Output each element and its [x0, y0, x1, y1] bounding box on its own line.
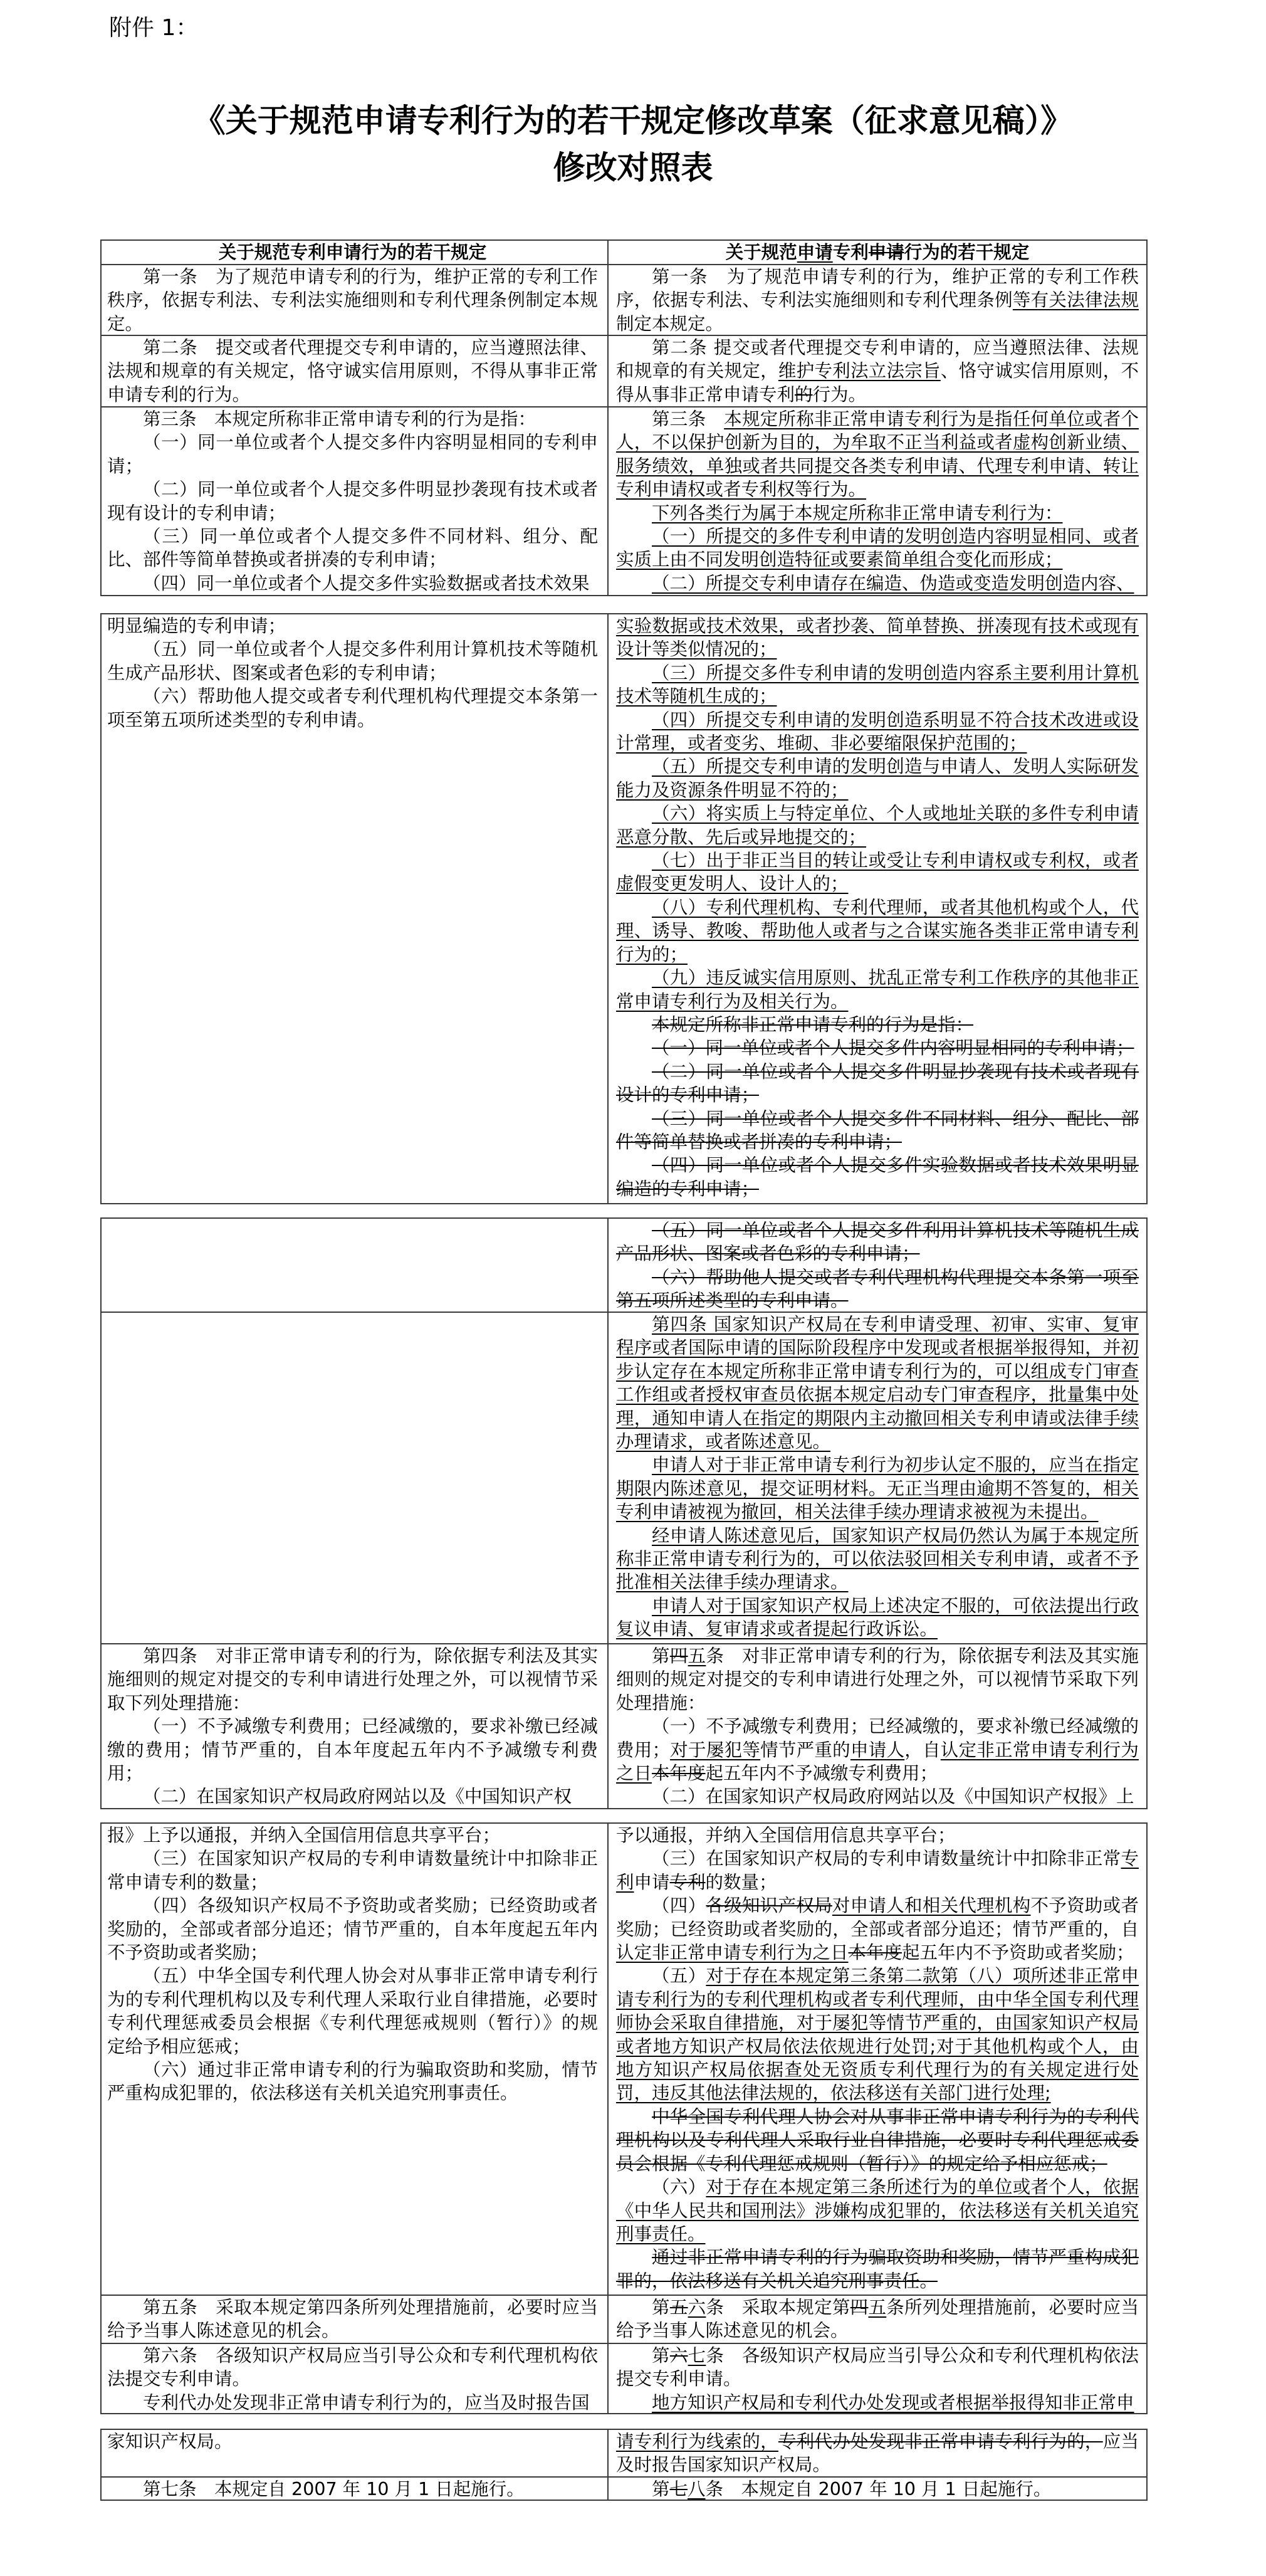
paragraph: [107, 525, 598, 572]
text-run: 条 各级知识产权局应当引导公众和专利代理机构依法提交专利申请。: [616, 2345, 1139, 2390]
paragraph: [107, 478, 598, 525]
original-text-cell: [102, 2430, 607, 2476]
text-run: （五）所提交专利申请的发明创造与申请人、发明人实际研发能力及资源条件明显不符的；: [616, 756, 1139, 801]
paragraph: [616, 614, 1139, 661]
paragraph: [616, 1824, 1139, 1847]
text-run: 专利: [669, 1871, 706, 1893]
text-run: （五）中华全国专利代理人协会对从事非正常申请专利行为的专利代理机构以及专利代理人采取行业自律措施，必要时专利代理惩戒委员会根据《专利代理惩戒规则（暂行）》的规定给予相应惩戒；: [107, 1965, 598, 2057]
text-run: （九）违反诚实信用原则、扰乱正常专利工作秩序的其他非正常申请专利行为及相关行为。: [616, 967, 1139, 1012]
text-run: 对于存在本规定第三条所述行为的单位或者个人，依据《中华人民共和国刑法》涉嫌构成犯罪的，依法移送有关机关追究刑事责任。: [616, 2177, 1139, 2244]
paragraph: [107, 1824, 598, 1847]
text-run: 条 本规定自 2007 年 10 月 1 日起施行。: [705, 2479, 1052, 2500]
original-text-cell: [102, 1644, 607, 1809]
text-run: 第二条 提交或者代理提交专利申请的，应当遵照法律、法规和规章的有关规定，: [616, 337, 1139, 382]
text-run: （一）不予减缴专利费用；已经减缴的，要求补缴已经减缴的费用；情节严重的，自本年度起五年内不予减缴专利费用；: [107, 1716, 598, 1784]
paragraph: [616, 1154, 1139, 1201]
text-run: 家知识产权局。: [107, 2431, 233, 2452]
paragraph: [616, 265, 1139, 335]
paragraph: [107, 2058, 598, 2105]
table-row: [102, 241, 1146, 264]
paragraph: [616, 241, 1139, 264]
paragraph: [616, 2391, 1139, 2414]
table-row: [102, 2295, 1146, 2343]
text-run: （一）同一单位或者个人提交多件内容明显相同的专利申请；: [652, 1038, 1134, 1059]
paragraph: [616, 2246, 1139, 2293]
text-run: 条 对非正常申请专利的行为，除依据专利法及其实施细则的规定对提交的专利申请进行处理之外，可以视情节采取下列处理措施：: [616, 1646, 1139, 1713]
paragraph: [616, 661, 1139, 708]
table-row: [102, 1312, 1146, 1643]
text-run: 本年度: [652, 1763, 706, 1784]
text-run: 本规定所称非正常申请专利行为是指任何单位或者个人，不以保护创新为目的，为牟取不正当利益或者虚构创新业绩、服务绩效，单独或者共同提交各类专利申请、代理专利申请、转让专利申请权或者专利权等行为。: [616, 409, 1139, 500]
paragraph: [107, 431, 598, 478]
text-run: （二）同一单位或者个人提交多件明显抄袭现有技术或者现有设计的专利申请；: [616, 1061, 1139, 1106]
text-run: 六: [688, 2297, 706, 2318]
table-row: [102, 1824, 1146, 2295]
text-run: 五: [688, 1646, 706, 1666]
paragraph: [107, 1715, 598, 1785]
text-run: （四）: [652, 1895, 706, 1916]
paragraph: [616, 336, 1139, 406]
text-run: 、恪守诚实信用原则，不得从事非正常申请专利: [616, 360, 1139, 405]
text-run: （六）将实质上与特定单位、个人或地址关联的多件专利申请恶意分散、先后或异地提交的；: [616, 803, 1139, 848]
text-run: 通过非正常申请专利的行为骗取资助和奖励，情节严重构成犯罪的，依法移送有关机关追究刑事责任。: [616, 2247, 1139, 2291]
text-run: 地方知识产权局和专利代办处发现或者根据举报得知非正常申: [652, 2392, 1134, 2413]
text-run: （五）同一单位或者个人提交多件利用计算机技术等随机生成产品形状、图案或者色彩的专利申请；: [107, 639, 598, 683]
text-run: 下列各类行为属于本规定所称非正常申请专利行为：: [652, 502, 1063, 523]
text-run: （一）同一单位或者个人提交多件内容明显相同的专利申请；: [107, 432, 598, 476]
text-run: （四）同一单位或者个人提交多件实验数据或者技术效果明显编造的专利申请；: [616, 1155, 1139, 1199]
paragraph: [107, 2391, 598, 2414]
text-run: 专利: [616, 1848, 1139, 1893]
text-run: 第: [652, 2345, 670, 2366]
paragraph: [107, 2478, 598, 2501]
text-run: 行为的若干规定: [904, 242, 1030, 263]
document-title: [0, 98, 1266, 192]
text-run: 维护专利法立法宗旨: [778, 360, 941, 382]
text-run: 予以通报，并纳入全国信用信息共享平台；: [616, 1825, 956, 1846]
original-text-cell: [102, 1313, 607, 1643]
text-run: （六）帮助他人提交或者专利代理机构代理提交本条第一项至第五项所述类型的专利申请。: [616, 1266, 1139, 1312]
paragraph: [616, 2430, 1139, 2477]
paragraph: [107, 265, 598, 335]
paragraph: [616, 572, 1139, 595]
original-text-cell: [102, 614, 607, 1203]
text-run: （三）同一单位或者个人提交多件不同材料、组分、配比、部件等简单替换或者拼凑的专利申请；: [107, 526, 598, 570]
paragraph: [107, 614, 598, 638]
paragraph: [107, 1785, 598, 1808]
paragraph: [616, 1594, 1139, 1641]
paragraph: [616, 2478, 1139, 2501]
text-run: 起五年内不予资助或者奖励；: [902, 1942, 1134, 1964]
text-run: 申请: [797, 242, 833, 263]
text-run: 本年度: [848, 1942, 902, 1964]
revised-text-cell: [607, 1219, 1146, 1312]
paragraph: [107, 336, 598, 406]
table-row: [102, 406, 1146, 595]
revised-text-cell: [607, 2296, 1146, 2343]
text-run: 七: [669, 2479, 688, 2500]
paragraph: [616, 849, 1139, 896]
table-page-segment: [100, 1217, 1148, 1809]
text-run: 认定非正常申请专利行为之日: [616, 1739, 1139, 1784]
original-text-cell: [102, 1824, 607, 2295]
table-page-segment: [100, 613, 1148, 1204]
text-run: （六）帮助他人提交或者专利代理机构代理提交本条第一项至第五项所述类型的专利申请。: [107, 686, 598, 730]
text-run: （一）不予减缴专利费用；已经减缴的，要求补缴已经减缴的费用；: [616, 1716, 1139, 1760]
paragraph: [616, 802, 1139, 849]
text-run: 申请: [868, 242, 904, 263]
text-run: 第七条 本规定自 2007 年 10 月 1 日起施行。: [143, 2479, 525, 2500]
text-run: 第二条 提交或者代理提交专利申请的，应当遵照法律、法规和规章的有关规定，恪守诚实信用原则，不得从事非正常申请专利的行为。: [107, 337, 598, 405]
table-row: [102, 2430, 1146, 2476]
original-text-cell: [102, 2296, 607, 2343]
text-run: 各级知识产权局: [706, 1895, 832, 1916]
title-line-2: 修改对照表: [553, 150, 713, 187]
revised-text-cell: [607, 1313, 1146, 1643]
text-run: 申请人: [850, 1739, 905, 1760]
paragraph: [616, 525, 1139, 572]
paragraph: [616, 2344, 1139, 2391]
text-run: 起五年内不予减缴专利费用；: [705, 1763, 938, 1784]
paragraph: [616, 1219, 1139, 1266]
table-row: [102, 614, 1146, 1203]
original-text-cell: [102, 2478, 607, 2501]
table-row: [102, 1219, 1146, 1312]
text-run: （五）: [652, 1965, 706, 1987]
text-run: 不予资助或者奖励；已经资助或者奖励的，全部或者部分追还；情节严重的，自: [616, 1895, 1139, 1940]
title-line-1: 《关于规范申请专利行为的若干规定修改草案（征求意见稿）》: [193, 103, 1073, 140]
text-run: 申请: [634, 1871, 670, 1893]
paragraph: [616, 896, 1139, 966]
text-run: （二）在国家知识产权局政府网站以及《中国知识产权报》上: [652, 1786, 1134, 1807]
original-text-cell: [102, 407, 607, 595]
paragraph: [616, 1715, 1139, 1785]
table-page-segment: [100, 1822, 1148, 2414]
text-run: （三）在国家知识产权局的专利申请数量统计中扣除非正常: [652, 1848, 1121, 1869]
text-run: 中华全国专利代理人协会对从事非正常申请专利行为的专利代理机构以及专利代理人采取行业自律措施，必要时专利代理惩戒委员会根据《专利代理惩戒规则（暂行）》的规定给予相应惩戒；: [616, 2106, 1139, 2174]
paragraph: [616, 1453, 1139, 1523]
revised-text-cell: [607, 614, 1146, 1203]
text-run: 对于存在本规定第三条第二款第（八）项所述非正常申请专利行为的专利代理机构或者专利代理师，由中华全国专利代理师协会采取自律措施，对于屡犯等情节严重的，由国家知识产权局或者地方知识产权局依法依规进行处罚;对于其他机构或个人，由地方知识产权局依据查处无资质专利代理行为的有关规定进行处罚，违反其他法律法规的，依法移送有关部门进行处理;: [616, 1965, 1139, 2104]
paragraph: [616, 1266, 1139, 1313]
text-run: 请专利行为线索的，: [616, 2431, 778, 2452]
paragraph: [107, 572, 598, 595]
paragraph: [616, 1785, 1139, 1808]
paragraph: [616, 2175, 1139, 2246]
text-run: 等有关法律法规: [1012, 290, 1139, 311]
text-run: （三）同一单位或者个人提交多件不同材料、组分、配比、部件等简单替换或者拼凑的专利申请；: [616, 1108, 1139, 1152]
table-row: [102, 1643, 1146, 1809]
paragraph: [107, 241, 598, 264]
paragraph: [616, 1060, 1139, 1107]
paragraph: [616, 1894, 1139, 1964]
paragraph: [107, 685, 598, 732]
table-page-segment: [100, 2429, 1148, 2501]
paragraph: [107, 1644, 598, 1715]
paragraph: [616, 2105, 1139, 2175]
text-run: （四）各级知识产权局不予资助或者奖励；已经资助或者奖励的，全部或者部分追还；情节严重的，自本年度起五年内不予资助或者奖励；: [107, 1895, 598, 1964]
table-row: [102, 335, 1146, 406]
text-run: 关于规范: [725, 242, 797, 263]
paragraph: [616, 407, 1139, 502]
text-run: 制定本规定。: [616, 313, 724, 334]
text-run: 第四条 对非正常申请专利的行为，除依据专利法及其实施细则的规定对提交的专利申请进行处理之外，可以视情节采取下列处理措施：: [107, 1646, 598, 1713]
text-run: 八: [688, 2479, 706, 2500]
text-run: 应当及时报告国家知识产权局。: [616, 2431, 1139, 2476]
text-run: （二）所提交专利申请存在编造、伪造或变造发明创造内容、: [652, 572, 1134, 594]
text-run: 的: [795, 384, 813, 405]
text-run: （七）出于非正当目的转让或受让专利申请权或专利权，或者虚假变更发明人、设计人的；: [616, 850, 1139, 895]
text-run: 四: [669, 1646, 688, 1666]
text-run: 情节严重的: [760, 1739, 850, 1760]
paragraph: [107, 638, 598, 685]
original-text-cell: [102, 241, 607, 264]
paragraph: [616, 755, 1139, 802]
table-row: [102, 2476, 1146, 2501]
paragraph: [107, 2296, 598, 2343]
text-run: 报》上予以通报，并纳入全国信用信息共享平台；: [107, 1825, 501, 1846]
text-run: 第: [652, 2297, 670, 2318]
text-run: 条所列处理措施前，必要时应当给予当事人陈述意见的机会。: [616, 2297, 1139, 2342]
paragraph: [107, 407, 598, 431]
text-run: 第: [652, 2479, 670, 2500]
text-run: 五: [669, 2297, 688, 2318]
text-run: 行为。: [812, 384, 867, 405]
paragraph: [616, 1313, 1139, 1453]
revised-text-cell: [607, 2430, 1146, 2476]
revised-text-cell: [607, 2478, 1146, 2501]
text-run: （六）通过非正常申请专利的行为骗取资助和奖励，情节严重构成犯罪的，依法移送有关机关追究刑事责任。: [107, 2059, 598, 2104]
text-run: 对申请人和相关代理机构: [832, 1895, 1031, 1916]
text-run: 认定非正常申请专利行为之日: [616, 1942, 849, 1964]
revised-text-cell: [607, 336, 1146, 406]
text-run: （三）在国家知识产权局的专利申请数量统计中扣除非正常申请专利的数量；: [107, 1848, 598, 1893]
revised-text-cell: [607, 265, 1146, 335]
paragraph: [616, 1644, 1139, 1715]
paragraph: [107, 1894, 598, 1964]
table-row: [102, 2343, 1146, 2414]
text-run: 专利: [832, 242, 869, 263]
text-run: （一）所提交的多件专利申请的发明创造内容明显相同、或者实质上由不同发明创造特征或要素简单组合变化而形成；: [616, 526, 1139, 570]
paragraph: [616, 1524, 1139, 1594]
text-run: 申请人对于非正常申请专利行为初步认定不服的，应当在指定期限内陈述意见，提交证明材料。无正当理由逾期不答复的，相关专利申请被视为撤回，相关法律手续办理请求被视为未提出。: [616, 1454, 1139, 1523]
text-run: 本规定所称非正常申请专利的行为是指：: [652, 1014, 974, 1035]
revised-text-cell: [607, 2344, 1146, 2414]
text-run: 第三条: [652, 409, 725, 429]
text-run: （二）同一单位或者个人提交多件明显抄袭现有技术或者现有设计的专利申请；: [107, 479, 598, 523]
paragraph: [616, 1107, 1139, 1154]
text-run: （四）所提交专利申请的发明创造系明显不符合技术改进或设计常理，或者变劣、堆砌、非必要缩限保护范围的；: [616, 709, 1139, 754]
paragraph: [107, 2344, 598, 2391]
text-run: （五）同一单位或者个人提交多件利用计算机技术等随机生成产品形状、图案或者色彩的专利申请；: [616, 1220, 1139, 1264]
original-text-cell: [102, 1219, 607, 1312]
text-run: 申请人对于国家知识产权局上述决定不服的，可依法提出行政复议申请、复审请求或者提起行政诉讼。: [616, 1595, 1139, 1640]
revised-text-cell: [607, 407, 1146, 595]
text-run: 经申请人陈述意见后，国家知识产权局仍然认为属于本规定所称非正常申请专利行为的，可以依法驳回相关专利申请，或者不予批准相关法律手续办理请求。: [616, 1525, 1139, 1593]
text-run: 七: [688, 2345, 706, 2366]
text-run: 第四条 国家知识产权局在专利申请受理、初审、实审、复审程序或者国际申请的国际阶段程序中发现或者根据举报得知，并初步认定存在本规定所称非正常申请专利行为的，可以组成专门审查工作组或者授权审查员依据本规定启动专门审查程序，批量集中处理，通知申请人在指定的期限内主动撤回相关专利申请或法律手续办理请求，或者陈述意见。: [616, 1314, 1139, 1453]
text-run: 四: [850, 2297, 869, 2318]
revised-text-cell: [607, 1824, 1146, 2295]
text-run: 关于规范专利申请行为的若干规定: [218, 242, 487, 263]
paragraph: [616, 708, 1139, 755]
original-text-cell: [102, 265, 607, 335]
paragraph: [107, 1847, 598, 1894]
text-run: 六: [669, 2345, 688, 2366]
text-run: 专利代办处发现非正常申请专利行为的，应当及时报告国: [143, 2392, 590, 2413]
text-run: 第三条 本规定所称非正常申请专利的行为是指：: [143, 409, 536, 429]
text-run: 条 采取本规定第: [706, 2297, 850, 2318]
text-run: （六）: [652, 2177, 706, 2198]
revised-text-cell: [607, 241, 1146, 264]
paragraph: [616, 1013, 1139, 1036]
paragraph: [616, 2296, 1139, 2343]
text-run: （八）专利代理机构、专利代理师，或者其他机构或个人，代理、诱导、教唆、帮助他人或者与之合谋实施各类非正常申请专利行为的；: [616, 896, 1139, 965]
table-page-segment: [100, 239, 1148, 596]
text-run: 第一条 为了规范申请专利的行为，维护正常的专利工作秩序，依据专利法、专利法实施细则和专利代理条例: [616, 266, 1139, 311]
paragraph: [616, 502, 1139, 525]
paragraph: [616, 966, 1139, 1013]
text-run: 第六条 各级知识产权局应当引导公众和专利代理机构依法提交专利申请。: [107, 2345, 598, 2390]
text-run: 专利代办处发现非正常申请专利行为的，: [778, 2431, 1103, 2452]
text-run: （四）同一单位或者个人提交多件实验数据或者技术效果: [143, 572, 590, 594]
text-run: 对于屡犯等: [670, 1739, 761, 1760]
text-run: 第: [652, 1646, 670, 1666]
text-run: 五: [868, 2297, 887, 2318]
paragraph: [616, 1847, 1139, 1894]
paragraph: [616, 1036, 1139, 1059]
text-run: （三）所提交多件专利申请的发明创造内容系主要利用计算机技术等随机生成的；: [616, 662, 1139, 707]
original-text-cell: [102, 2344, 607, 2414]
text-run: 的数量；: [705, 1871, 777, 1893]
revised-text-cell: [607, 1644, 1146, 1809]
attachment-label: 附件 1：: [109, 15, 199, 41]
text-run: （二）在国家知识产权局政府网站以及《中国知识产权: [143, 1786, 572, 1807]
text-run: 第五条 采取本规定第四条所列处理措施前，必要时应当给予当事人陈述意见的机会。: [107, 2297, 598, 2342]
table-row: [102, 264, 1146, 335]
paragraph: [616, 1964, 1139, 2105]
text-run: 实验数据或技术效果，或者抄袭、简单替换、拼凑现有技术或现有设计等类似情况的；: [616, 616, 1139, 660]
text-run: 第一条 为了规范申请专利的行为，维护正常的专利工作秩序，依据专利法、专利法实施细则和专利代理条例制定本规定。: [107, 266, 598, 334]
original-text-cell: [102, 336, 607, 406]
paragraph: [107, 2430, 598, 2453]
paragraph: [107, 1964, 598, 2058]
text-run: 明显编造的专利申请；: [107, 616, 286, 636]
text-run: ，自: [904, 1739, 941, 1760]
